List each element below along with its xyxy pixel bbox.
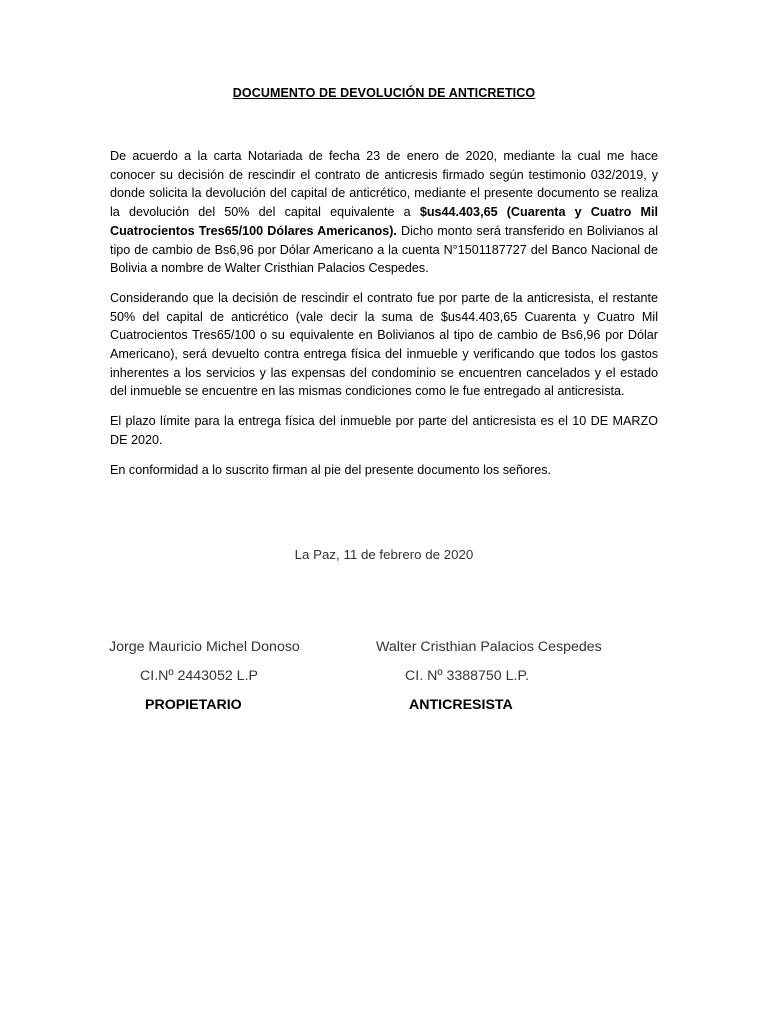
owner-role: PROPIETARIO [145, 697, 242, 713]
paragraph-3: El plazo límite para la entrega física del inmueble por parte del anticresista es el 10 DE MARZO DE 2020. [110, 414, 658, 447]
tenant-role: ANTICRESISTA [409, 697, 513, 713]
paragraph-1-amount: $us44.403,65 (Cuarenta y Cuatro Mil Cuatrocientos Tres65/100 Dólares Americanos). [110, 205, 659, 238]
paragraph-4: En conformidad a lo suscrito firman al pie del presente documento los señores. [110, 462, 552, 477]
owner-name: Jorge Mauricio Michel Donoso [109, 639, 300, 655]
paragraph-1-text-b: Dicho monto será transferido en Bolivianos al tipo de cambio de Bs6,96 por Dólar Americano a la cuenta N°1501187727 del Banco Nacional de Bolivia a nombre de Walter Cristhian Palacios Cespedes. [110, 223, 658, 276]
document-body [110, 147, 658, 490]
owner-id: CI.Nº 2443052 L.P [140, 668, 258, 684]
paragraph-2: Considerando que la decisión de rescindir el contrato fue por parte de la anticresista, el restante 50% del capital de anticrético (vale decir la suma de $us44.403,65 Cuarenta y Cuatro Mil Cuatrocientos Tres65/100 o su equivalente en Bolivianos al tipo de cambio de Bs6,96 por Dólar Americano), será devuelto contra entrega física del inmueble y verificando que todos los gastos inherentes a los servicios y las expensas del condominio se encuentren cancelados y el estado del inmueble se encuentre en las mismas condiciones como le fue entregado al anticresista. [110, 290, 658, 399]
tenant-name: Walter Cristhian Palacios Cespedes [376, 639, 602, 655]
tenant-id: CI. Nº 3388750 L.P. [405, 668, 530, 684]
paragraph-1 [110, 147, 658, 278]
paragraph-1-text-a: De acuerdo a la carta Notariada de fecha 23 de enero de 2020, mediante la cual me hace conocer su decisión de rescindir el contrato de anticresis firmado según testimonio 032/2019, y donde solicita la devolución del capital de anticrético, mediante el presente documento se realiza la devolución del 50% del capital equivalente a [110, 149, 658, 220]
place-date: La Paz, 11 de febrero de 2020 [294, 547, 474, 562]
document-title: DOCUMENTO DE DEVOLUCIÓN DE ANTICRETICO [232, 86, 536, 100]
